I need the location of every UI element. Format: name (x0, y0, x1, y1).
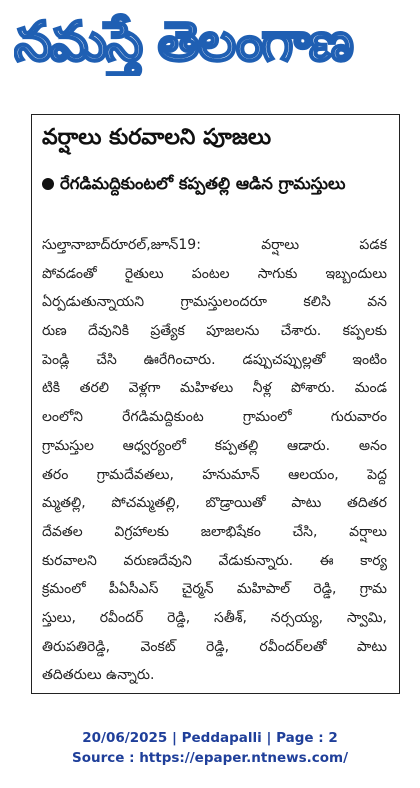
body-line: తరం గ్రామదేవతలు, హనుమాన్‌ ఆలయం, పెద్ద (42, 466, 387, 483)
body-line: పోవడంతో రైతులు పంటల సాగుకు ఇబ్బందులు (42, 265, 387, 282)
body-line: కురవాలని వరుణదేవుని వేడుకున్నారు. ఈ కార్య (42, 552, 387, 569)
body-line: దేవతల విగ్రహాలకు జలాభిషేకం చేసి, వర్షాలు (42, 523, 387, 540)
body-line: ఏర్పడుతున్నాయని గ్రామస్తులందరూ కలిసి వన (42, 294, 387, 311)
body-line: గ్రామస్తుల ఆధ్వర్యంలో కప్పతల్లి ఆడారు. అనం (42, 437, 387, 454)
body-line: రుణ దేవునికి ప్రత్యేక పూజలను చేశారు. కప్పలకు (42, 323, 387, 340)
subheadline-text: రేగడిమద్దికుంటలో కప్పతల్లి ఆడిన గ్రామస్తులు (60, 174, 346, 193)
body-line: పెండ్లి చేసి ఊరేగించారు. డప్పుచప్పుల్లతో ఇంటిం (42, 351, 387, 368)
body-line: క్రమంలో పీఏసీఎస్‌ చైర్మన్‌ మహిపాల్‌ రెడ్డి, గ్రామ (42, 581, 387, 598)
newspaper-masthead (8, 4, 412, 80)
footer-date-edition-page: 20/06/2025 | Peddapalli | Page : 2 (82, 730, 338, 746)
body-line: లంలోని రేగడిమద్దికుంట గ్రామంలో గురువారం (42, 409, 387, 426)
article-headline: వర్షాలు కురవాలని పూజలు (42, 125, 272, 150)
clipping-footer (0, 728, 420, 768)
body-line: టికి తరలి వెళ్లగా మహిళలు నీళ్ల పోశారు. మండ (42, 380, 387, 397)
body-line: తిరుపతిరెడ్డి, వెంకట్‌ రెడ్డి, రవీందర్‌లతో పాటు (42, 638, 387, 655)
news-article-clipping (31, 114, 400, 694)
body-line: స్తులు, రవీందర్‌ రెడ్డి, సతీశ్‌, నర్సయ్య, స్వామి, (42, 609, 387, 626)
body-line: మ్మతల్లి, పోచమ్మతల్లి, బొడ్రాయితో పాటు తదితర (42, 495, 387, 512)
body-line: తదితరులు ఉన్నారు. (42, 667, 155, 684)
footer-source-url: Source : https://epaper.ntnews.com/ (71, 750, 349, 766)
bullet-icon (42, 178, 54, 190)
article-body (42, 231, 387, 690)
body-line: సుల్తానాబాద్‌రూరల్‌,జూన్‌19: వర్షాలు పడక (42, 237, 387, 253)
masthead-logo: నమస్తే తెలంగాణ (14, 10, 352, 73)
